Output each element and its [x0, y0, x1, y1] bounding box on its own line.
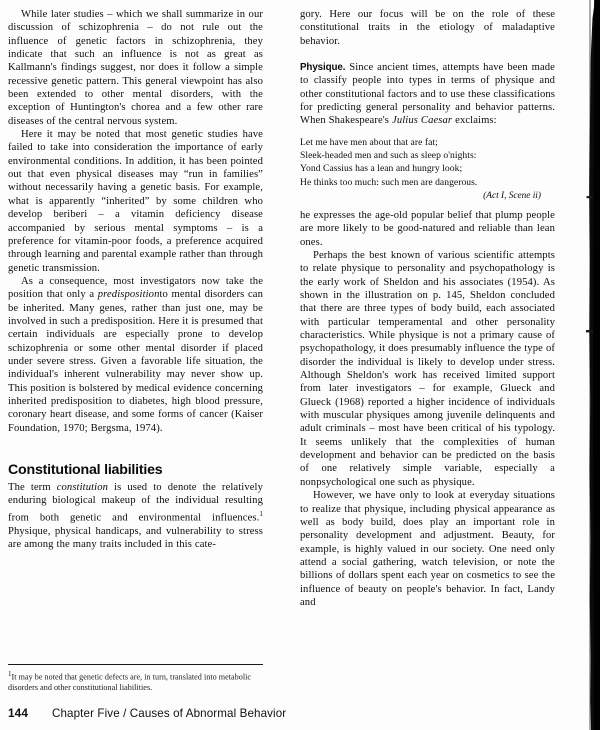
footnote-marker: 1	[8, 670, 12, 678]
physique-part1: Since ancient times, attempts have been made to classify people into types in terms of physique and other constitutional factors and to use these classifications for predicting general personality and behavior patterns. When Shakespeare's	[300, 62, 555, 127]
paragraph-genetic-studies: Here it may be noted that most genetic studies have failed to take into consideration the importance of early environmental conditions. In addition, it has been pointed out that even physical diseases may “run in families” without necessarily having a genetic basis. For example, what is apparently “inherited” by some children who develop beriberi – a vitamin deficiency disease accompanied by serious mental symptoms – is a preference for vitamin-poor foods, a preference acquired through learning and parental example rather than through genetic transmission.	[8, 129, 263, 274]
paragraph-he-expresses: he expresses the age-old popular belief that plump people are more likely to be good-natured and reliable than lean ones.	[300, 209, 555, 248]
quote-attribution: (Act I, Scene ii)	[483, 190, 541, 201]
physique-part2: exclaims:	[452, 115, 497, 127]
footnote-body: It may be noted that genetic defects are, in turn, translated into metabolic disorders and other constitutional liabilities.	[8, 672, 252, 693]
two-column-text-body	[8, 8, 592, 693]
left-text-column	[8, 8, 263, 551]
paragraph-everyday-situations: However, we have only to look at everyday situations to realize that physique, including physical appearance as well as body build, does play an important role in personality development and adjustment. Beauty, for example, is highly valued in our society. One need only attend a social gathering, watch television, or note the billions of dollars spent each year on cosmetics to see the influence of beauty on people's behavior. In fact, Landy and	[300, 490, 555, 608]
page-footer	[8, 706, 568, 720]
paragraph-sheldon: Perhaps the best known of various scientific attempts to relate physique to personality and psychopathology is the early work of Sheldon and his associates (1954). As shown in the illustration on p. 145, Sheldon concluded that there are three types of body build, each associated with particular temperamental and other personality characteristics. While physique is not a primary cause of psychopathology, it does presumably influence the type of disorder the individual is likely to develop under stress. Although Sheldon's work has received limited support from later investigators – for example, Glueck and Glueck (1968) reported a higher incidence of individuals with muscular physiques among juvenile delinquents and adult criminals – most have been critical of his typology. It seems unlikely that the complexities of human development and behavior can be predicted on the basis of one relatively simple variable, especially a nonpsychological one such as physique.	[300, 249, 555, 488]
paragraph-physique	[300, 61, 555, 128]
paragraph-predisposition	[8, 275, 263, 435]
footnote-block	[8, 664, 263, 694]
block-quote-julius-caesar	[300, 136, 555, 189]
paragraph-later-studies: While later studies – which we shall summarize in our discussion of schizophrenia – do not rule out the influence of genetic factors in schizophrenia, they indicate that such an influence is not as great as Kallmann's findings suggest, nor does it follow a simple recessive genetic pattern. This general viewpoint has also been extended to other mental disorders, with the exception of Huntington's chorea and a few other rare diseases of the central nervous system.	[8, 9, 263, 127]
page-number: 144	[8, 706, 29, 720]
paragraph-continuation-gory: gory. Here our focus will be on the role of these constitutional traits in the etiology of maladaptive behavior.	[300, 9, 555, 47]
constitution-part1: The term	[8, 482, 57, 493]
verse-line-2: Sleek-headed men and such as sleep o'nights:	[300, 150, 477, 162]
footnote-reference-marker: 1	[259, 509, 263, 518]
runin-heading-physique: Physique.	[300, 62, 346, 74]
paragraph-predisposition-part1: As a consequence, most investigators now take the position that only a	[8, 275, 263, 301]
paragraph-spacer	[300, 48, 555, 61]
constitution-part2: is used to denote the relatively enduring biological makeup of the individual resulting from both genetic and environmental influences.	[8, 482, 263, 524]
chapter-title: Chapter Five / Causes of Abnormal Behavior	[52, 707, 287, 720]
italic-term-constitution: constitution	[56, 482, 109, 493]
footnote-text	[8, 669, 263, 694]
verse-line-3: Yond Cassius has a lean and hungry look;	[300, 163, 463, 175]
section-heading-constitutional-liabilities: Constitutional liabilities	[8, 462, 163, 478]
heading-spacer	[8, 435, 263, 462]
verse-line-1: Let me have men about that are fat;	[300, 136, 438, 148]
verse-line-4: He thinks too much: such men are dangerous.	[300, 176, 478, 188]
constitution-part3: Physique, physical handicaps, and vulnerability to stress are among the many traits included in this cate-	[8, 525, 263, 550]
footnote-rule	[8, 664, 263, 665]
italic-term-predisposition: predisposition	[97, 289, 160, 301]
paragraph-predisposition-part2: to mental disorders can be inherited. Many genes, rather than just one, may be involved in such a predisposition. Here it is presumed that certain individuals are especially prone to develop schizophrenia or some other mental disorder if placed under severe stress. Given a favorable life situation, the individual's inherent vulnerability may never show up. This position is bolstered by medical evidence concerning inherited predisposition to diabetes, high blood pressure, coronary heart disease, and some forms of cancer (Kaiser Foundation, 1970; Bergsma, 1974).	[8, 289, 264, 434]
italic-title-julius-caesar: Julius Caesar	[392, 115, 453, 127]
right-text-column	[300, 8, 555, 609]
paragraph-constitution-definition	[8, 481, 263, 551]
